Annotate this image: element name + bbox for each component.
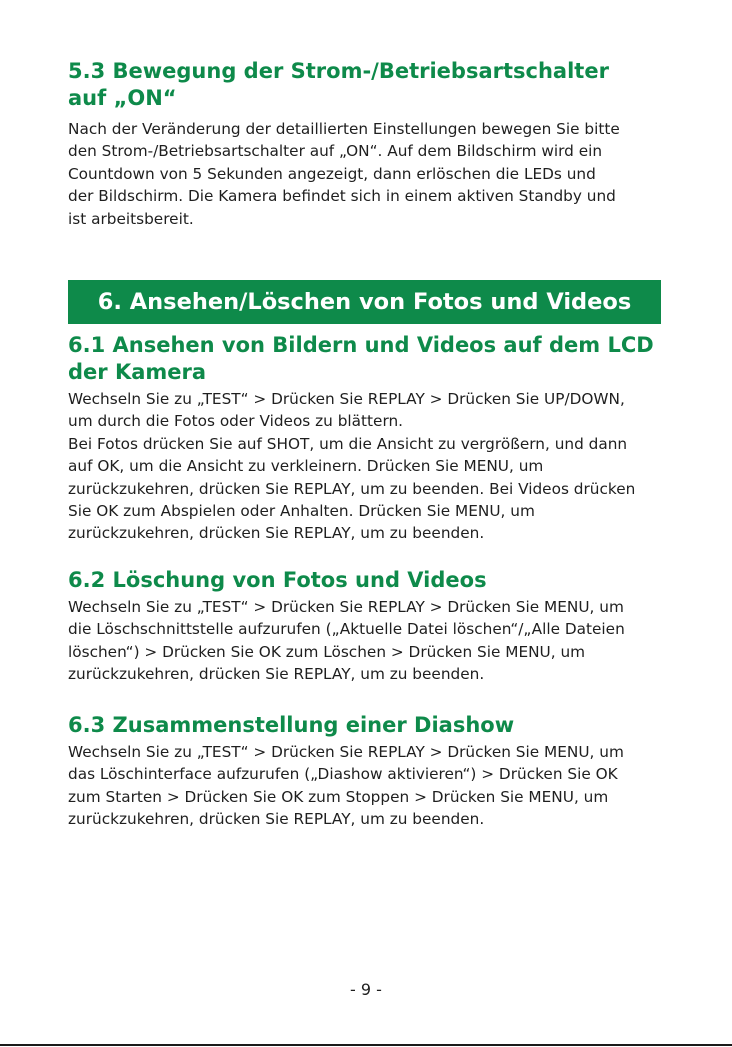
chapter-6-banner: 6. Ansehen/Löschen von Fotos und Videos xyxy=(68,280,661,324)
section-5-3-heading: 5.3 Bewegung der Strom-/Betriebsartschalter auf „ON“ xyxy=(68,59,609,110)
section-6-3-body: Wechseln Sie zu „TEST“ > Drücken Sie REPLAY > Drücken Sie MENU, um das Löschinterface aufzurufen („Diashow aktivieren“) > Drücken Sie OK zum Starten > Drücken Sie OK zum Stoppen > Drücken Sie MENU, um zurückzukehren, drücken Sie REPLAY, um zu beenden. xyxy=(68,743,624,829)
section-6-1-heading: 6.1 Ansehen von Bildern und Videos auf dem LCD der Kamera xyxy=(68,333,654,384)
section-6-1-body: Wechseln Sie zu „TEST“ > Drücken Sie REPLAY > Drücken Sie UP/DOWN, um durch die Fotos oder Videos zu blättern. Bei Fotos drücken Sie auf SHOT, um die Ansicht zu vergrößern, und dann auf OK, um die Ansicht zu verkleinern. Drücken Sie MENU, um zurückzukehren, drücken Sie REPLAY, um zu beenden. Bei Videos drücken Sie OK zum Abspielen oder Anhalten. Drücken Sie MENU, um zurückzukehren, drücken Sie REPLAY, um zu beenden. xyxy=(68,390,636,543)
section-6-2-heading: 6.2 Löschung von Fotos und Videos xyxy=(68,568,487,592)
page-number: - 9 - xyxy=(350,980,382,999)
section-6-2 xyxy=(68,567,696,686)
section-5-3 xyxy=(68,58,696,230)
section-6-3-heading: 6.3 Zusammenstellung einer Diashow xyxy=(68,713,515,737)
section-6-3 xyxy=(68,712,696,831)
section-5-3-body: Nach der Veränderung der detaillierten Einstellungen bewegen Sie bitte den Strom-/Betriebsartschalter auf „ON“. Auf dem Bildschirm wird ein Countdown von 5 Sekunden angezeigt, dann erlöschen die LEDs und der Bildschirm. Die Kamera befindet sich in einem aktiven Standby und ist arbeitsbereit. xyxy=(68,120,620,228)
section-6-2-body: Wechseln Sie zu „TEST“ > Drücken Sie REPLAY > Drücken Sie MENU, um die Löschschnittstelle aufzurufen („Aktuelle Datei löschen“/„Alle Dateien löschen“) > Drücken Sie OK zum Löschen > Drücken Sie MENU, um zurückzukehren, drücken Sie REPLAY, um zu beenden. xyxy=(68,598,625,684)
page-bottom-divider xyxy=(0,1044,732,1046)
section-6-1 xyxy=(68,332,696,545)
